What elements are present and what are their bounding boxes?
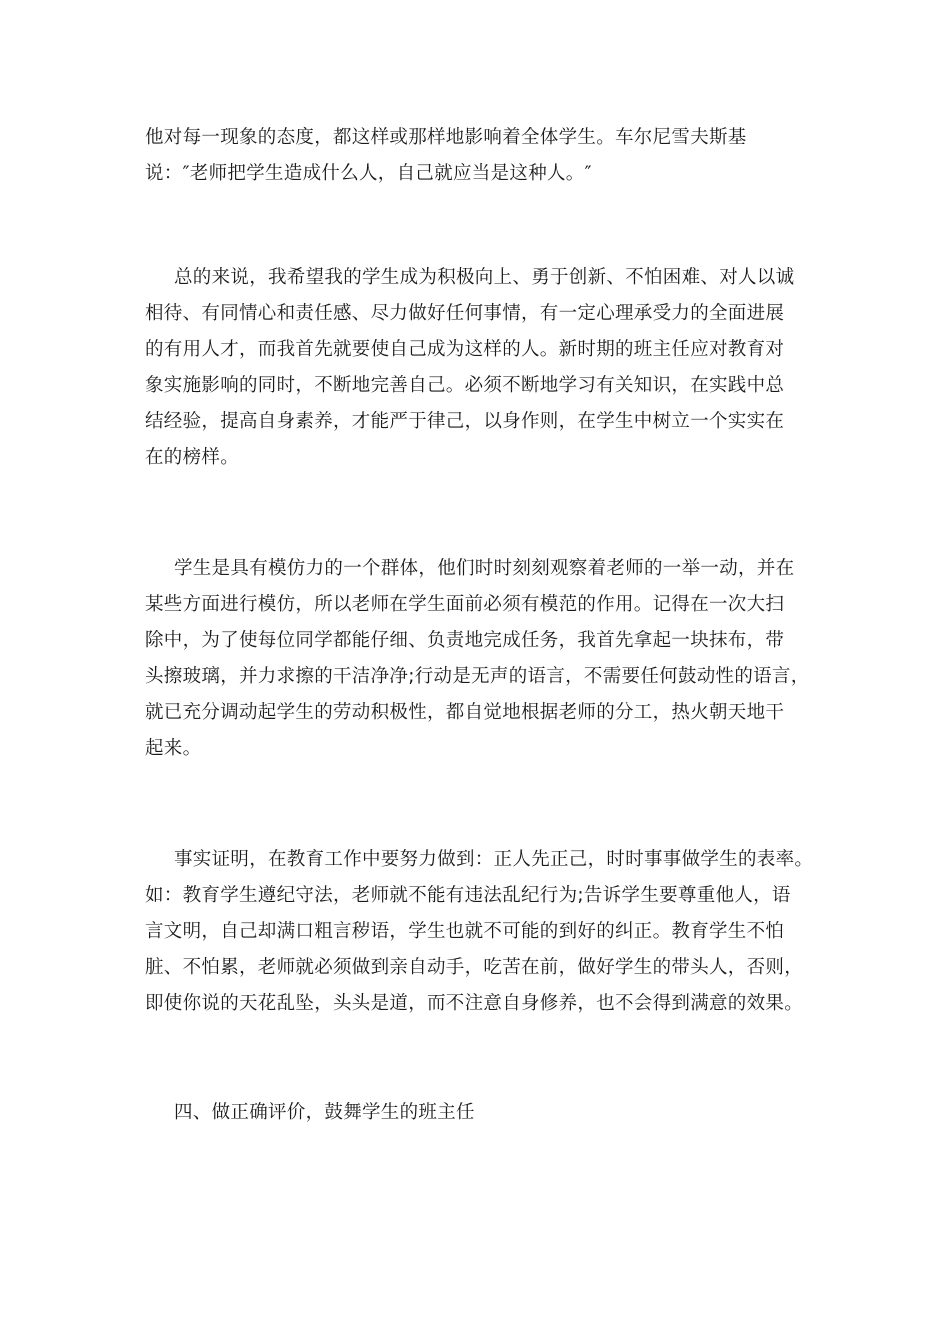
paragraph-3-line-5: 就已充分调动起学生的劳动积极性，都自觉地根据老师的分工，热火朝天地干 <box>145 702 785 723</box>
paragraph-3-line-3: 除中，为了使每位同学都能仔细、负责地完成任务，我首先拿起一块抹布，带 <box>145 630 785 651</box>
paragraph-4-line-2: 如：教育学生遵纪守法，老师就不能有违法乱纪行为;告诉学生要尊重他人，语 <box>145 885 791 906</box>
paragraph-4-line-5: 即使你说的天花乱坠，头头是道，而不注意自身修养，也不会得到满意的效果。 <box>145 993 804 1014</box>
paragraph-3-line-2: 某些方面进行模仿，所以老师在学生面前必须有模范的作用。记得在一次大扫 <box>145 594 785 615</box>
paragraph-3-line-4: 头擦玻璃，并力求擦的干洁净净;行动是无声的语言，不需要任何鼓动性的语言， <box>145 666 810 687</box>
paragraph-2-line-2: 相待、有同情心和责任感、尽力做好任何事情，有一定心理承受力的全面进展 <box>145 303 785 324</box>
paragraph-2-line-6: 在的榜样。 <box>145 447 240 468</box>
paragraph-4-line-1: 事实证明，在教育工作中要努力做到：正人先正己，时时事事做学生的表率。 <box>174 849 814 870</box>
paragraph-4-line-4: 脏、不怕累，老师就必须做到亲自动手，吃苦在前，做好学生的带头人，否则， <box>145 957 804 978</box>
paragraph-2-line-3: 的有用人才，而我首先就要使自己成为这样的人。新时期的班主任应对教育对 <box>145 339 785 360</box>
paragraph-2-line-4: 象实施影响的同时，不断地完善自己。必须不断地学习有关知识，在实践中总 <box>145 375 785 396</box>
section-heading: 四、做正确评价，鼓舞学生的班主任 <box>174 1102 475 1123</box>
paragraph-1-line-2: 说：″老师把学生造成什么人，自己就应当是这种人。″ <box>145 163 592 184</box>
paragraph-2-line-1: 总的来说，我希望我的学生成为积极向上、勇于创新、不怕困难、对人以诚 <box>174 267 795 288</box>
paragraph-2-line-5: 结经验，提高自身素养，才能严于律己，以身作则，在学生中树立一个实实在 <box>145 411 785 432</box>
paragraph-3-line-6: 起来。 <box>145 738 202 759</box>
paragraph-1-line-1: 他对每一现象的态度，都这样或那样地影响着全体学生。车尔尼雪夫斯基 <box>145 127 747 148</box>
paragraph-4-line-3: 言文明，自己却满口粗言秽语，学生也就不可能的到好的纠正。教育学生不怕 <box>145 921 785 942</box>
paragraph-3-line-1: 学生是具有模仿力的一个群体，他们时时刻刻观察着老师的一举一动，并在 <box>174 558 795 579</box>
